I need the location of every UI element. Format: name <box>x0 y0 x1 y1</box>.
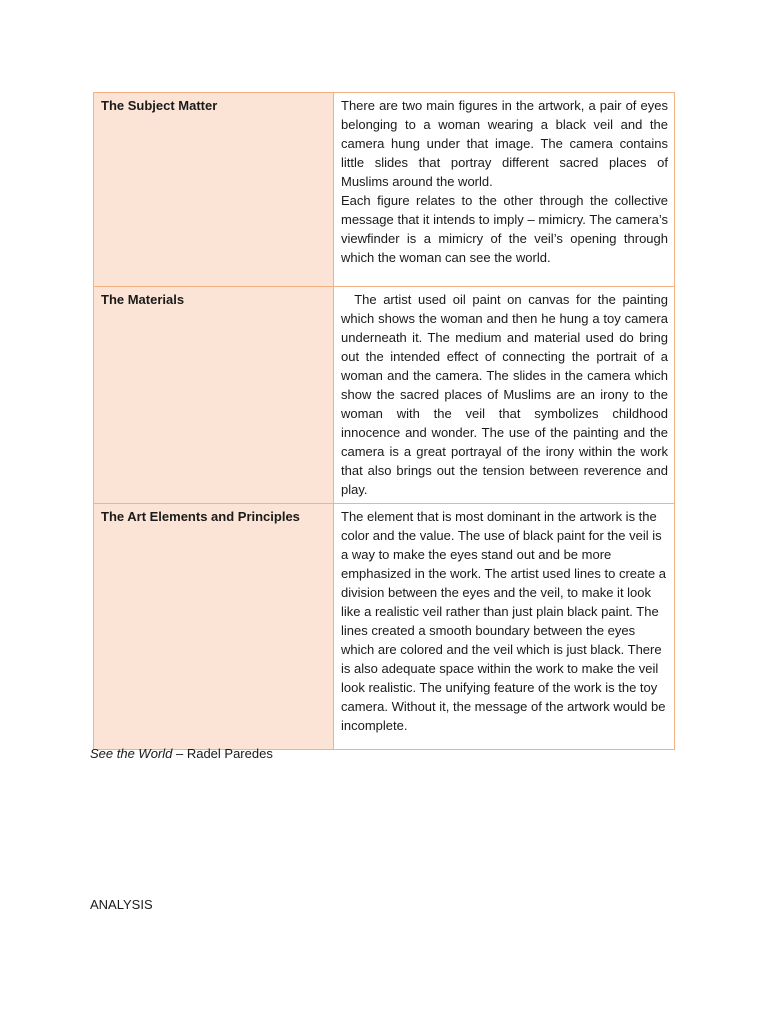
materials-paragraph: The artist used oil paint on canvas for the painting which shows the woman and then he hung a toy camera underneath it. The medium and material used do bring out the intended effect of connecting the portrait of a woman and the camera. The slides in the camera which show the sacred places of Muslims are an irony to the woman with the veil that symbolizes childhood innocence and wonder. The use of the painting and the camera is a great portrayal of the irony within the work that also brings out the tension between reverence and play. <box>341 292 672 497</box>
row-text-art-elements <box>334 504 675 750</box>
table-row-art-elements <box>94 504 675 750</box>
subject-matter-paragraph-2: Each figure relates to the other through the collective message that it intends to imply – mimicry. The camera’s viewfinder is a mimicry of the veil’s opening through which the woman can see the world. <box>341 193 668 265</box>
artwork-caption <box>90 745 273 763</box>
row-text-subject-matter <box>334 93 675 287</box>
row-text-materials <box>334 287 675 504</box>
table-row-subject-matter <box>94 93 675 287</box>
row-label-art-elements: The Art Elements and Principles <box>94 504 334 750</box>
subject-matter-paragraph-1: There are two main figures in the artwork, a pair of eyes belonging to a woman wearing a black veil and the camera hung under that image. The camera contains little slides that portray different sacred places of Muslims around the world. <box>341 98 668 189</box>
table-row-materials <box>94 287 675 504</box>
art-elements-paragraph: The element that is most dominant in the artwork is the color and the value. The use of black paint for the veil is a way to make the eyes stand out and be more emphasized in the work. The artist used lines to create a division between the eyes and the veil, to make it look like a realistic veil rather than just plain black paint. The lines created a smooth boundary between the eyes which are colored and the veil which is just black. There is also adequate space within the work to make the veil look realistic. The unifying feature of the work is the toy camera. Without it, the message of the artwork would be incomplete. <box>341 509 666 733</box>
artist-credit: – Radel Paredes <box>172 746 273 761</box>
row-label-materials: The Materials <box>94 287 334 504</box>
analysis-heading: ANALYSIS <box>90 897 153 912</box>
artwork-title: See the World <box>90 746 173 761</box>
row-label-subject-matter: The Subject Matter <box>94 93 334 287</box>
artwork-analysis-table <box>93 92 675 750</box>
